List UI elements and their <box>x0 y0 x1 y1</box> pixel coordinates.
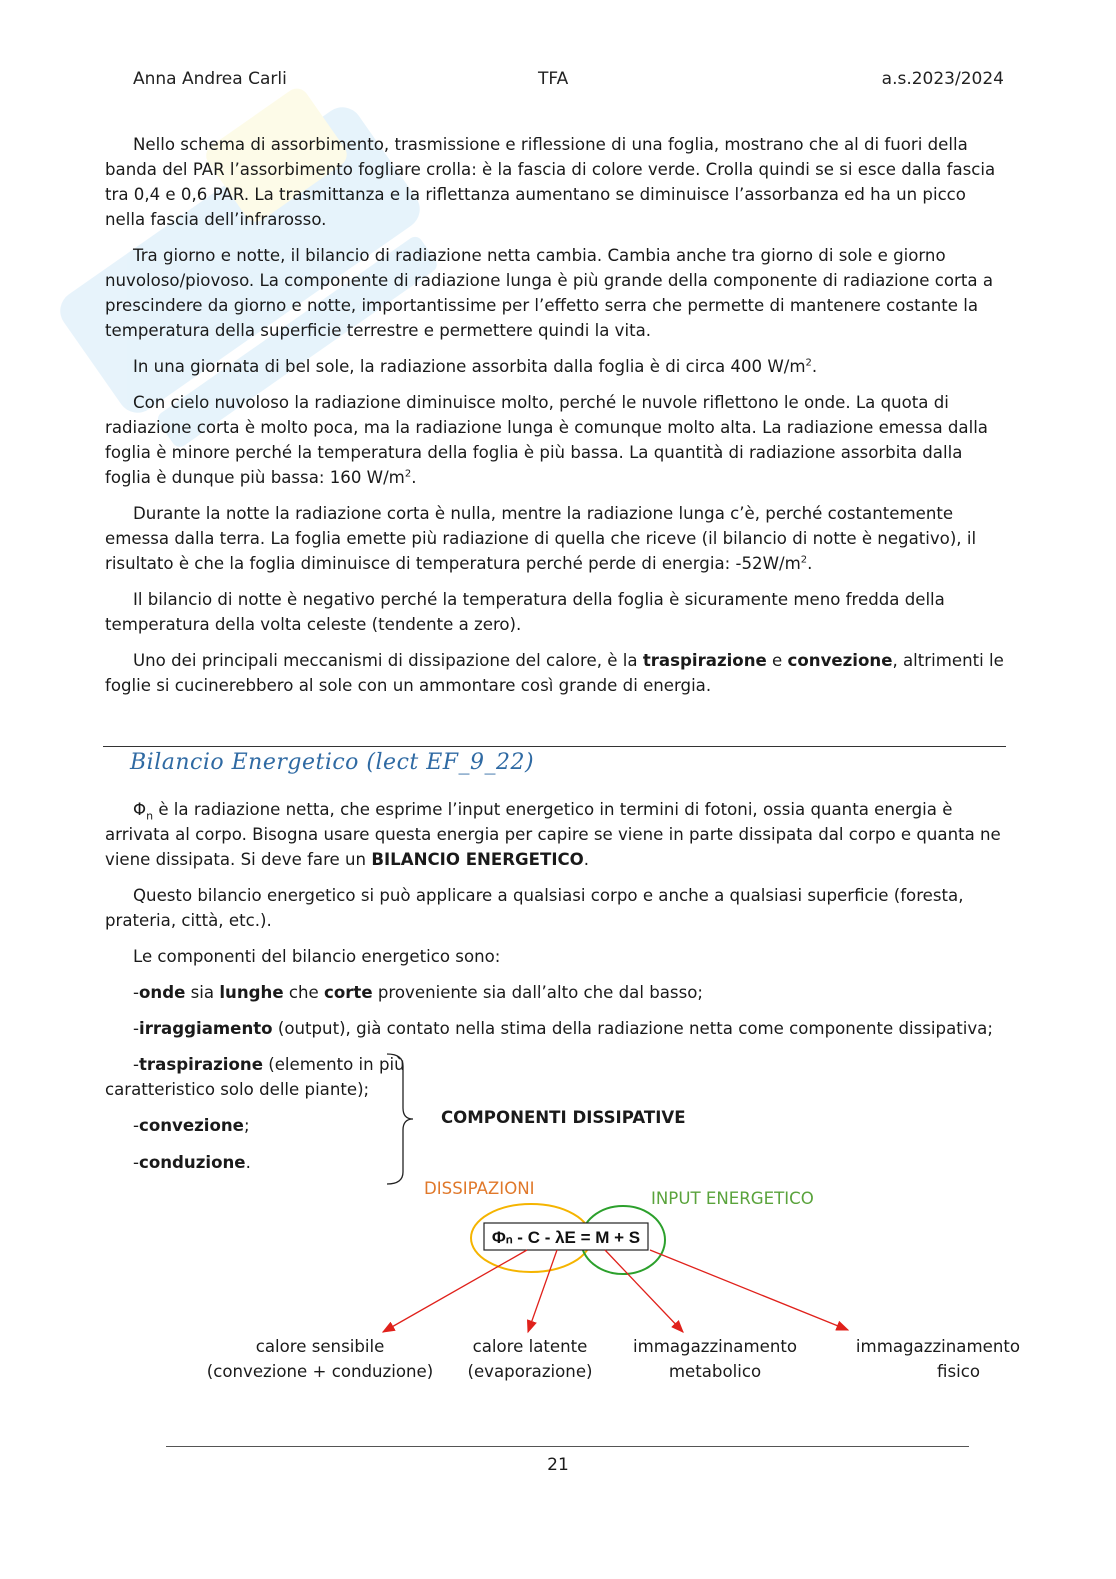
body-section-2 <box>105 797 1005 1052</box>
calore-latente-title: calore latente <box>472 1337 588 1356</box>
section-paragraph-3: Le componenti del bilancio energetico sono: <box>133 947 501 966</box>
list-item-conduzione: -conduzione. <box>133 1153 251 1172</box>
list-item-irraggiamento: -irraggiamento (output), già contato nella stima della radiazione netta come componente dissipativa; <box>133 1019 993 1038</box>
arrow-to-metabolic-storage <box>605 1250 683 1332</box>
paragraph-6: Il bilancio di notte è negativo perché la temperatura della foglia è sicuramente meno fredda della temperatura della volta celeste (tendente a zero). <box>105 590 945 634</box>
body-section-1 <box>105 132 1005 709</box>
target-calore-sensibile <box>200 1334 440 1384</box>
footer-rule <box>166 1446 969 1447</box>
metabolico-detail: metabolico <box>668 1362 762 1381</box>
paragraph-5: Durante la notte la radiazione corta è nulla, mentre la radiazione lunga c’è, perché costantemente emessa dalla terra. La foglia emette più radiazione di quella che riceve (il bilancio di notte è negativo), il risultato è che la foglia diminuisce di temperatura perché perde di energia: $-52W/m^2$. <box>105 504 977 573</box>
page-number: 21 <box>547 1455 569 1475</box>
curly-bracket-icon <box>383 1052 423 1186</box>
header-author: Anna Andrea Carli <box>133 69 287 89</box>
target-immagazzinamento-metabolico <box>625 1334 805 1384</box>
fisico-title: immagazzinamento <box>855 1337 1020 1356</box>
paragraph-1: Nello schema di assorbimento, trasmissione e riflessione di una foglia, mostrano che al di fuori della banda del PAR l’assorbimento fogliare crolla: è la fascia di colore verde. Crolla quindi se si esce dalla fascia tra 0,4 e 0,6 PAR. La trasmittanza e la riflettanza aumentano se diminuisce l’assorbanza ed ha un picco nella fascia dell’infrarosso. <box>105 135 996 229</box>
section-paragraph-2: Questo bilancio energetico si può applicare a qualsiasi corpo e anche a qualsiasi superficie (foresta, prateria, città, etc.). <box>105 886 964 930</box>
calore-sensibile-title: calore sensibile <box>255 1337 385 1356</box>
fisico-detail: fisico <box>937 1362 980 1381</box>
list-item-traspirazione-cont: caratteristico solo delle piante); <box>105 1080 370 1099</box>
calore-sensibile-detail: (convezione + conduzione) <box>206 1362 434 1381</box>
arrow-to-physical-storage <box>650 1250 848 1330</box>
arrow-to-sensible-heat <box>383 1250 527 1332</box>
paragraph-4: Con cielo nuvoloso la radiazione diminuisce molto, perché le nuvole riflettono le onde. La quota di radiazione corta è molto poca, ma la radiazione lunga è comunque molto alta. La radiazione emessa dalla foglia è minore perché la temperatura della foglia è più bassa. La quantità di radiazione assorbita dalla foglia è dunque più bassa: 160 $W/m^2$. <box>105 393 988 487</box>
dissipazioni-label: DISSIPAZIONI <box>424 1179 535 1198</box>
target-immagazzinamento-fisico <box>840 1334 1020 1384</box>
target-calore-latente <box>450 1334 610 1384</box>
section-title: Bilancio Energetico (lect EF_9_22) <box>130 750 535 775</box>
paragraph-3: In una giornata di bel sole, la radiazione assorbita dalla foglia è di circa 400 $W/m^2$. <box>133 357 818 376</box>
equation-text: Φₙ - C - λE = M + S <box>491 1228 641 1247</box>
list-item-traspirazione: -traspirazione (elemento in più <box>133 1055 405 1074</box>
calore-latente-detail: (evaporazione) <box>467 1362 593 1381</box>
energy-balance-diagram <box>200 1170 1030 1400</box>
arrow-to-latent-heat <box>528 1250 557 1332</box>
list-item-convezione: -convezione; <box>133 1116 250 1135</box>
section-paragraph-1: $\Phi_n$ è la radiazione netta, che esprime l’input energetico in termini di fotoni, ossia quanta energia è arrivata al corpo. Bisogna usare questa energia per capire se viene in parte dissipata dal corpo e quanta ne viene dissipata. Si deve fare un BILANCIO ENERGETICO. <box>105 800 1001 869</box>
input-energetico-label: INPUT ENERGETICO <box>651 1189 814 1208</box>
header-course: TFA <box>538 69 569 89</box>
metabolico-title: immagazzinamento <box>632 1337 798 1356</box>
paragraph-7: Uno dei principali meccanismi di dissipazione del calore, è la traspirazione e convezione, altrimenti le foglie si cucinerebbero al sole con un ammontare così grande di energia. <box>105 651 1004 695</box>
section-divider <box>103 746 1006 747</box>
header-year: a.s.2023/2024 <box>881 69 1004 89</box>
paragraph-2: Tra giorno e notte, il bilancio di radiazione netta cambia. Cambia anche tra giorno di sole e giorno nuvoloso/piovoso. La componente di radiazione lunga è più grande della componente di radiazione corta a prescindere da giorno e notte, importantissime per l’effetto serra che permette di mantenere costante la temperatura della superficie terrestre e permettere quindi la vita. <box>105 246 993 340</box>
list-item-onde: -onde sia lunghe che corte proveniente sia dall’alto che dal basso; <box>133 983 703 1002</box>
components-dissipative-label: COMPONENTI DISSIPATIVE <box>441 1108 686 1127</box>
